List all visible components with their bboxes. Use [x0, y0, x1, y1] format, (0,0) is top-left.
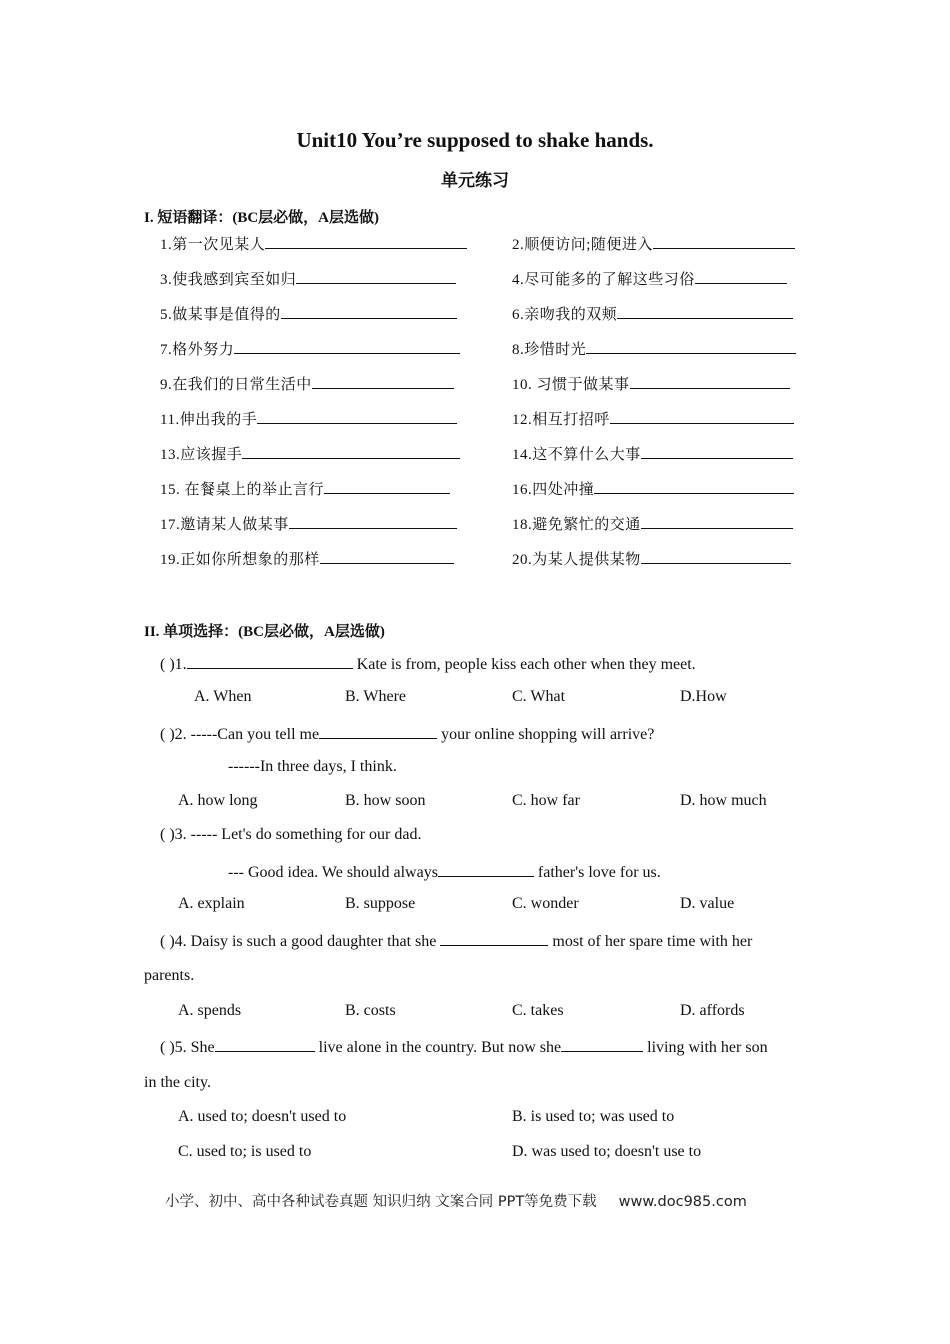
q5-option-a: A. used to; doesn't used to: [178, 1108, 347, 1125]
q4-option-c: C. takes: [512, 1002, 564, 1019]
phrase-item: 1.第一次见某人: [160, 233, 467, 254]
page-subtitle: 单元练习: [441, 171, 509, 190]
q4-option-d: D. affords: [680, 1002, 745, 1019]
q2-option-c: C. how far: [512, 792, 580, 809]
phrase-item: 3.使我感到宾至如归: [160, 268, 456, 289]
q1-option-a: A. When: [194, 688, 252, 705]
phrase-item: 7.格外努力: [160, 338, 460, 359]
footer-url[interactable]: www.doc985.com: [618, 1194, 747, 1210]
section2-heading: II. 单项选择：(BC层必做，A层选做): [144, 624, 385, 640]
q3-option-a: A. explain: [178, 895, 245, 912]
q4-continuation: parents.: [144, 967, 195, 984]
q2-reply: ------In three days, I think.: [228, 758, 397, 775]
phrase-item: 15. 在餐桌上的举止言行: [160, 478, 450, 499]
q2-option-a: A. how long: [178, 792, 258, 809]
phrase-item: 19.正如你所想象的那样: [160, 548, 454, 569]
q3-option-d: D. value: [680, 895, 735, 912]
q1-option-b: B. Where: [345, 688, 407, 705]
phrase-item: 11.伸出我的手: [160, 408, 457, 429]
phrase-item: 20.为某人提供某物: [512, 548, 791, 569]
phrase-item: 8.珍惜时光: [512, 338, 796, 359]
q1-option-c: C. What: [512, 688, 566, 705]
phrase-item: 4.尽可能多的了解这些习俗: [512, 268, 787, 289]
phrase-item: 18.避免繁忙的交通: [512, 513, 793, 534]
q3-option-b: B. suppose: [345, 895, 416, 912]
phrase-item: 5.做某事是值得的: [160, 303, 457, 324]
phrase-item: 16.四处冲撞: [512, 478, 794, 499]
phrase-item: 13.应该握手: [160, 443, 460, 464]
phrase-item: 2.顺便访问;随便进入: [512, 233, 795, 254]
question-5: ( )5. She live alone in the country. But now she living with her son: [160, 1036, 768, 1057]
page-footer: [165, 1190, 747, 1211]
q4-option-b: B. costs: [345, 1002, 396, 1019]
q2-option-d: D. how much: [680, 792, 767, 809]
q3-option-c: C. wonder: [512, 895, 579, 912]
q3-reply: --- Good idea. We should always father's love for us.: [228, 861, 661, 882]
section1-heading: I. 短语翻译：(BC层必做，A层选做): [144, 210, 379, 226]
q1-option-d: D.How: [680, 688, 727, 705]
q5-option-c: C. used to; is used to: [178, 1143, 312, 1160]
phrase-item: 14.这不算什么大事: [512, 443, 793, 464]
q5-option-d: D. was used to; doesn't use to: [512, 1143, 702, 1160]
question-4: ( )4. Daisy is such a good daughter that she most of her spare time with her: [160, 930, 752, 951]
phrase-item: 6.亲吻我的双颊: [512, 303, 793, 324]
question-2: ( )2. -----Can you tell me your online shopping will arrive?: [160, 723, 654, 744]
footer-text: 小学、初中、高中各种试卷真题 知识归纳 文案合同 PPT等免费下载: [165, 1194, 597, 1210]
q5-option-b: B. is used to; was used to: [512, 1108, 675, 1125]
page-title: Unit10 You’re supposed to shake hands.: [296, 128, 654, 152]
q5-continuation: in the city.: [144, 1074, 211, 1091]
q2-option-b: B. how soon: [345, 792, 426, 809]
question-3: ( )3. ----- Let's do something for our dad.: [160, 826, 422, 843]
phrase-item: 9.在我们的日常生活中: [160, 373, 454, 394]
phrase-item: 17.邀请某人做某事: [160, 513, 457, 534]
question-1: ( )1. Kate is from, people kiss each other when they meet.: [160, 653, 696, 674]
q4-option-a: A. spends: [178, 1002, 242, 1019]
phrase-item: 10. 习惯于做某事: [512, 373, 790, 394]
phrase-item: 12.相互打招呼: [512, 408, 794, 429]
